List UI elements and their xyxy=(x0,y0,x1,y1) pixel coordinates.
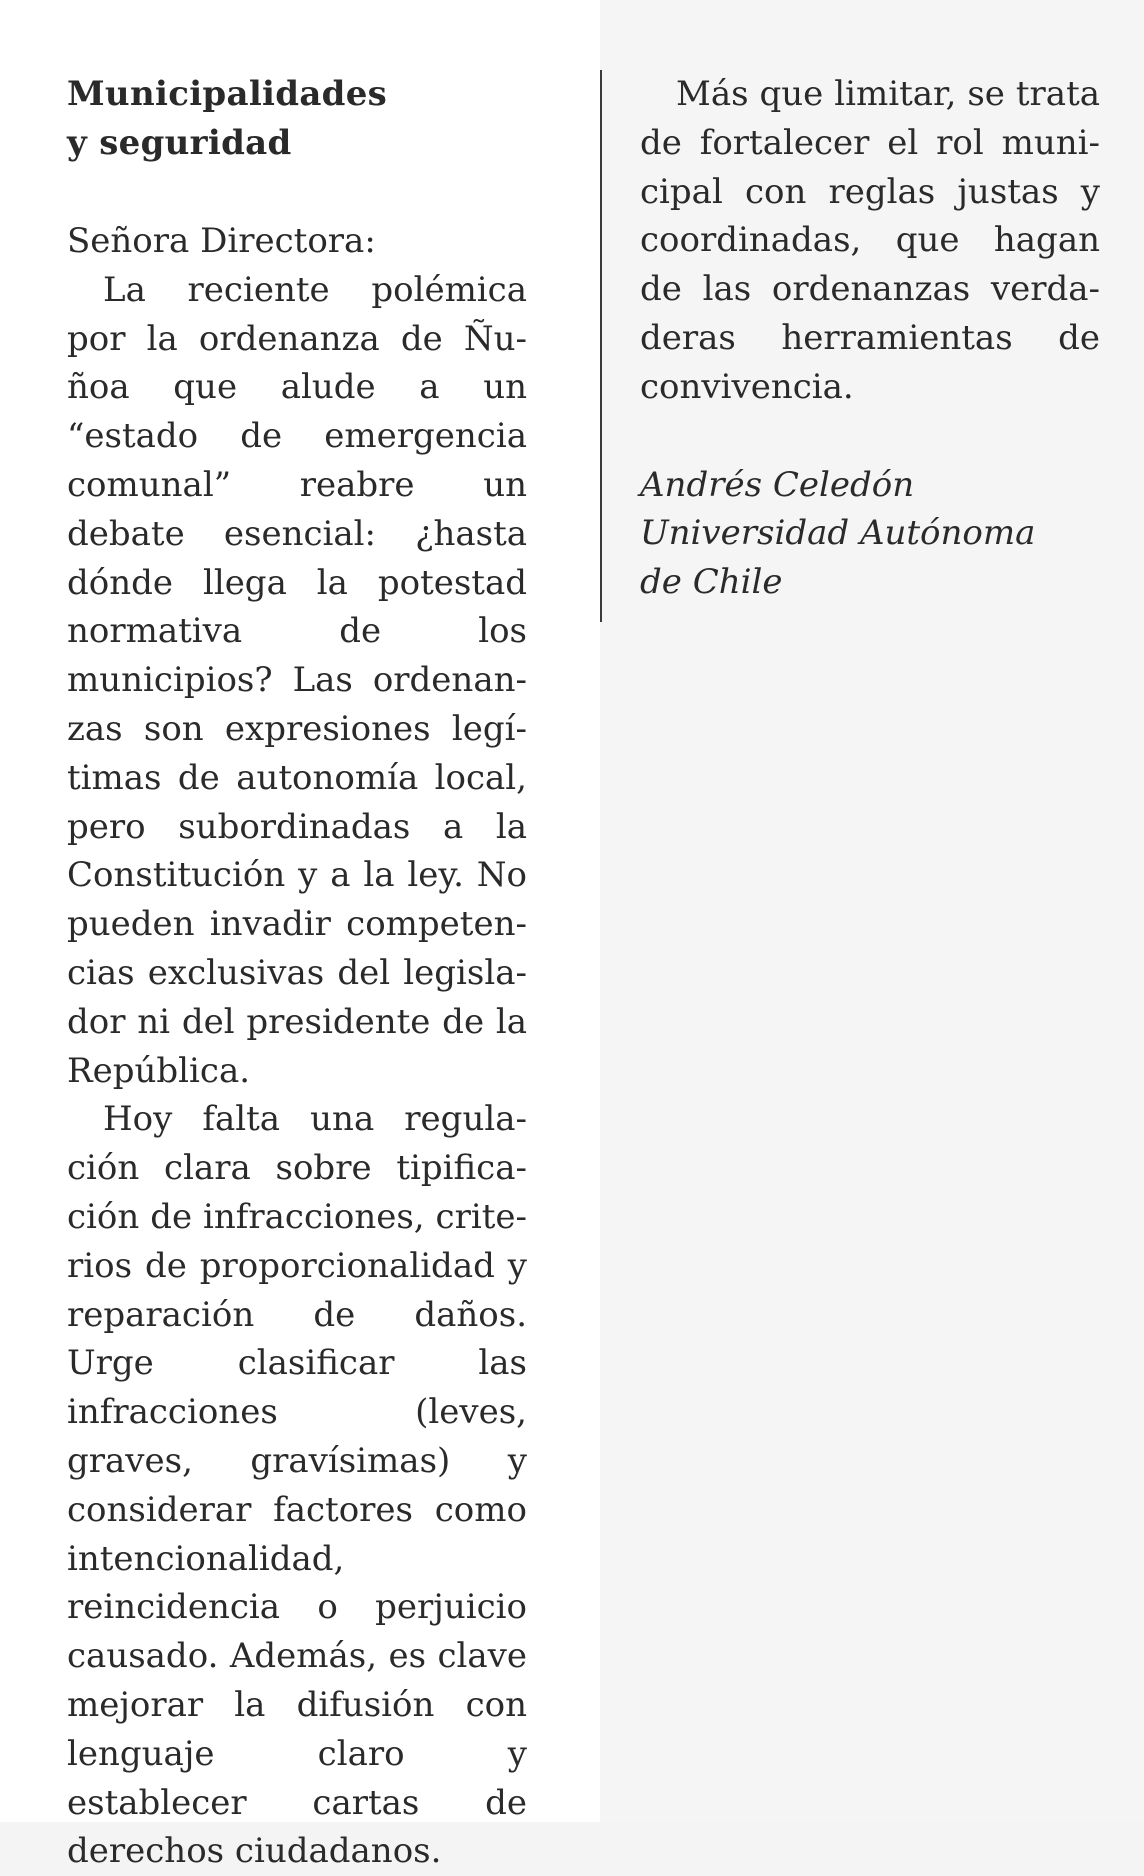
body-paragraph-3: Más que limitar, se trata de fortalecer el rol municipal con reglas justas y coordinadas, que hagan de las ordenanzas verdaderas herramientas de convivencia. xyxy=(640,74,1100,407)
body-paragraph-1: La reciente polémica por la ordenanza de Ñuñoa que alude a un “estado de emergencia comunal” reabre un debate esencial: ¿hasta dónde llega la potestad normativa de los municipios? Las ordenanzas son expresiones legítimas de autonomía local, pero subordinadas a la Constitución y a la ley. No pueden invadir competencias exclusivas del legislador ni del presidente de la República. xyxy=(67,269,527,1091)
letter-headline xyxy=(67,70,527,168)
headline-line-2: y seguridad xyxy=(67,123,292,163)
author-affiliation-line-1: Universidad Autónoma xyxy=(640,513,1036,554)
body-paragraph-2: Hoy falta una regulación clara sobre tipificación de infracciones, criterios de proporcionalidad y reparación de daños. Urge clasificar las infracciones (leves, graves, gravísimas) y considerar factores como intencionalidad, reincidencia o perjuicio causado. Además, es clave mejorar la difusión con lenguaje claro y establecer cartas de derechos ciudadanos. xyxy=(67,1099,527,1872)
author-name: Andrés Celedón xyxy=(640,464,915,505)
column-divider xyxy=(600,70,602,622)
author-affiliation-line-2: de Chile xyxy=(640,562,783,603)
headline-line-1: Municipalidades xyxy=(67,74,388,114)
letter-column-left xyxy=(67,70,527,1876)
letter-column-right xyxy=(640,70,1100,607)
signature-block xyxy=(640,461,1100,607)
salutation: Señora Directora: xyxy=(67,221,376,261)
